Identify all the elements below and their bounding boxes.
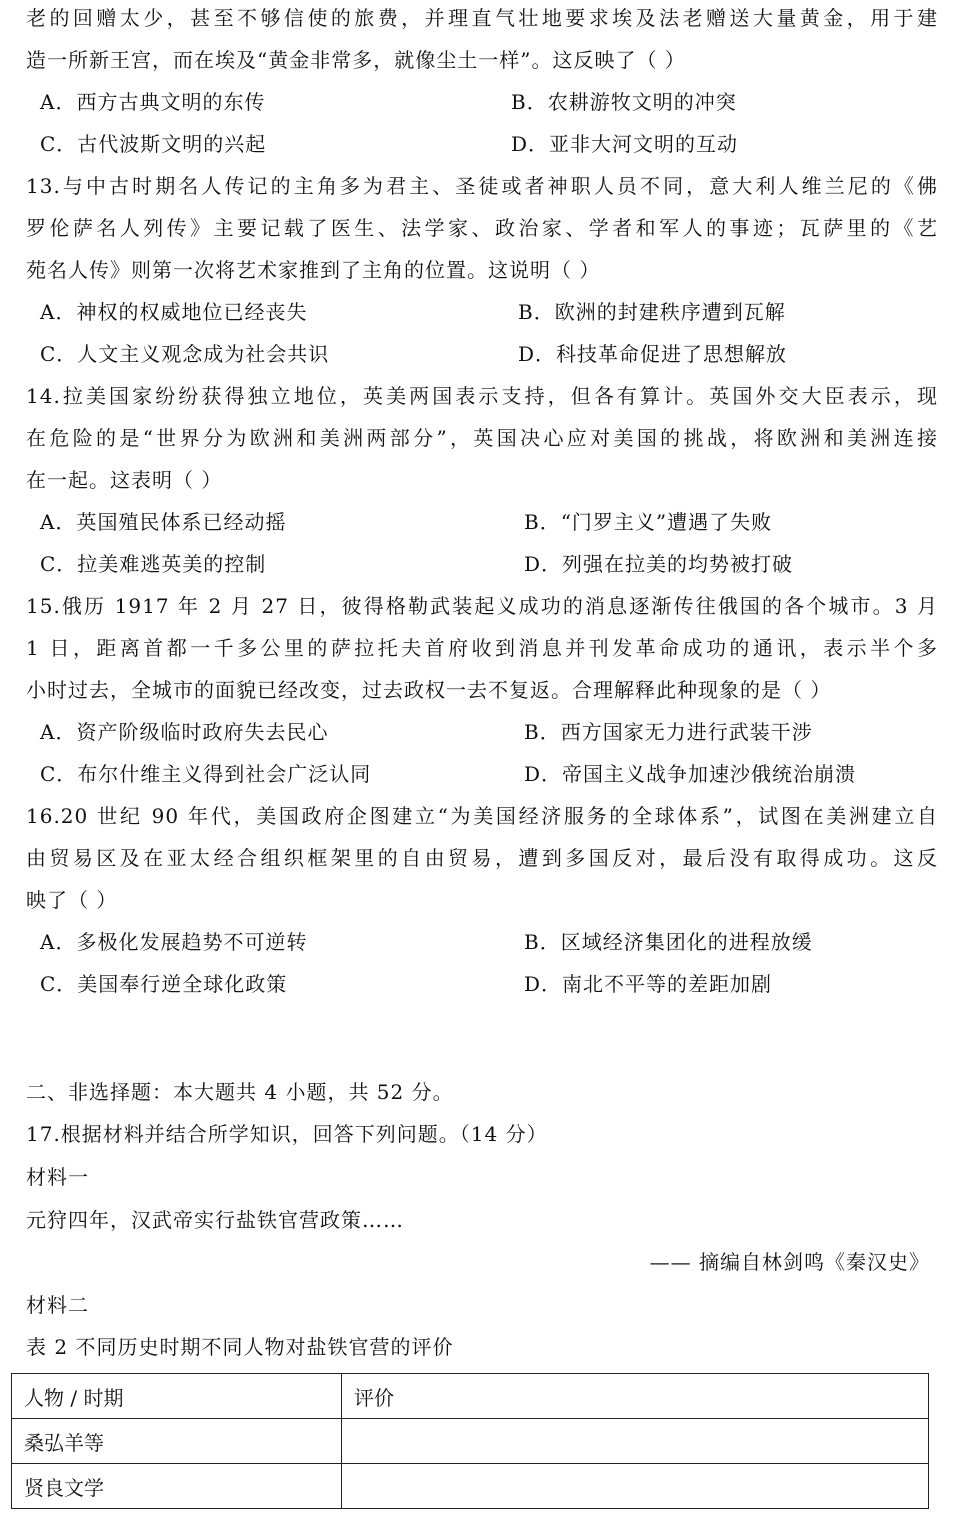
table-cell[interactable] (342, 1419, 929, 1464)
q14-line-3: 在一起。这表明（ ） (26, 468, 223, 492)
q13-line-1: 13.与中古时期名人传记的主角多为君主、圣徒或者神职人员不同，意大利人维兰尼的《佛 (26, 174, 938, 198)
material-1-source: —— 摘编自林剑鸣《秦汉史》 (649, 1250, 930, 1274)
q15-option-c[interactable]: C．布尔什维主义得到社会广泛认同 (40, 762, 372, 786)
table-caption: 表 2 不同历史时期不同人物对盐铁官营的评价 (26, 1335, 454, 1359)
q15-line-3: 小时过去，全城市的面貌已经改变，过去政权一去不复返。合理解释此种现象的是（ ） (26, 678, 832, 702)
q16-option-c[interactable]: C．美国奉行逆全球化政策 (40, 972, 288, 996)
q13-option-d[interactable]: D．科技革命促进了思想解放 (518, 342, 788, 366)
material-2-label: 材料二 (26, 1293, 89, 1317)
table-header-row (12, 1374, 929, 1419)
table-row (12, 1464, 929, 1509)
q15-line-2: 1 日，距离首都一千多公里的萨拉托夫首府收到消息并刊发革命成功的通讯，表示半个多 (26, 636, 938, 660)
q12-line-1: 老的回赠太少，甚至不够信使的旅费，并理直气壮地要求埃及法老赠送大量黄金，用于建 (26, 6, 938, 30)
q14-option-c[interactable]: C．拉美难逃英美的控制 (40, 552, 267, 576)
q15-option-b[interactable]: B．西方国家无力进行武装干涉 (524, 720, 813, 744)
q12-line-2: 造一所新王宫，而在埃及“黄金非常多，就像尘土一样”。这反映了（ ） (26, 48, 686, 72)
q16-option-d[interactable]: D．南北不平等的差距加剧 (524, 972, 773, 996)
q14-line-1: 14.拉美国家纷纷获得独立地位，英美两国表示支持，但各有算计。英国外交大臣表示，现 (26, 384, 938, 408)
q12-option-c[interactable]: C．古代波斯文明的兴起 (40, 132, 267, 156)
q12-option-a[interactable]: A．西方古典文明的东传 (40, 90, 266, 114)
q16-line-3: 映了（ ） (26, 888, 118, 912)
q14-line-2: 在危险的是“世界分为欧洲和美洲两部分”，英国决心应对美国的挑战，将欧洲和美洲连接 (26, 426, 938, 450)
q15-option-d[interactable]: D．帝国主义战争加速沙俄统治崩溃 (524, 762, 857, 786)
evaluation-table (11, 1373, 929, 1509)
q13-option-c[interactable]: C．人文主义观念成为社会共识 (40, 342, 330, 366)
q13-option-b[interactable]: B．欧洲的封建秩序遭到瓦解 (518, 300, 786, 324)
q15-line-1: 15.俄历 1917 年 2 月 27 日，彼得格勒武装起义成功的消息逐渐传往俄国的各个城市。3 月 (26, 594, 938, 618)
q12-option-d[interactable]: D．亚非大河文明的互动 (511, 132, 739, 156)
section-2-heading: 二、非选择题：本大题共 4 小题，共 52 分。 (26, 1080, 454, 1104)
table-header-cell: 人物 / 时期 (12, 1374, 342, 1419)
table-header-cell: 评价 (342, 1374, 929, 1419)
q14-option-a[interactable]: A．英国殖民体系已经动摇 (40, 510, 287, 534)
q16-line-2: 由贸易区及在亚太经合组织框架里的自由贸易，遭到多国反对，最后没有取得成功。这反 (26, 846, 938, 870)
q12-option-b[interactable]: B．农耕游牧文明的冲突 (511, 90, 737, 114)
q17-title: 17.根据材料并结合所学知识，回答下列问题。（14 分） (26, 1122, 548, 1146)
q16-line-1: 16.20 世纪 90 年代，美国政府企图建立“为美国经济服务的全球体系”，试图在美洲建立自 (26, 804, 938, 828)
q14-option-d[interactable]: D．列强在拉美的均势被打破 (524, 552, 794, 576)
q13-option-a[interactable]: A．神权的权威地位已经丧失 (40, 300, 308, 324)
table-row (12, 1419, 929, 1464)
table-cell: 贤良文学 (12, 1464, 342, 1509)
material-1-text: 元狩四年，汉武帝实行盐铁官营政策…… (26, 1208, 404, 1232)
q16-option-a[interactable]: A．多极化发展趋势不可逆转 (40, 930, 308, 954)
q16-option-b[interactable]: B．区域经济集团化的进程放缓 (524, 930, 813, 954)
table-cell[interactable] (342, 1464, 929, 1509)
table-cell: 桑弘羊等 (12, 1419, 342, 1464)
q15-option-a[interactable]: A．资产阶级临时政府失去民心 (40, 720, 329, 744)
q14-option-b[interactable]: B．“门罗主义”遭遇了失败 (524, 510, 773, 534)
q13-line-3: 苑名人传》则第一次将艺术家推到了主角的位置。这说明（ ） (26, 258, 601, 282)
material-1-label: 材料一 (26, 1165, 89, 1189)
q13-line-2: 罗伦萨名人列传》主要记载了医生、法学家、政治家、学者和军人的事迹；瓦萨里的《艺 (26, 216, 938, 240)
